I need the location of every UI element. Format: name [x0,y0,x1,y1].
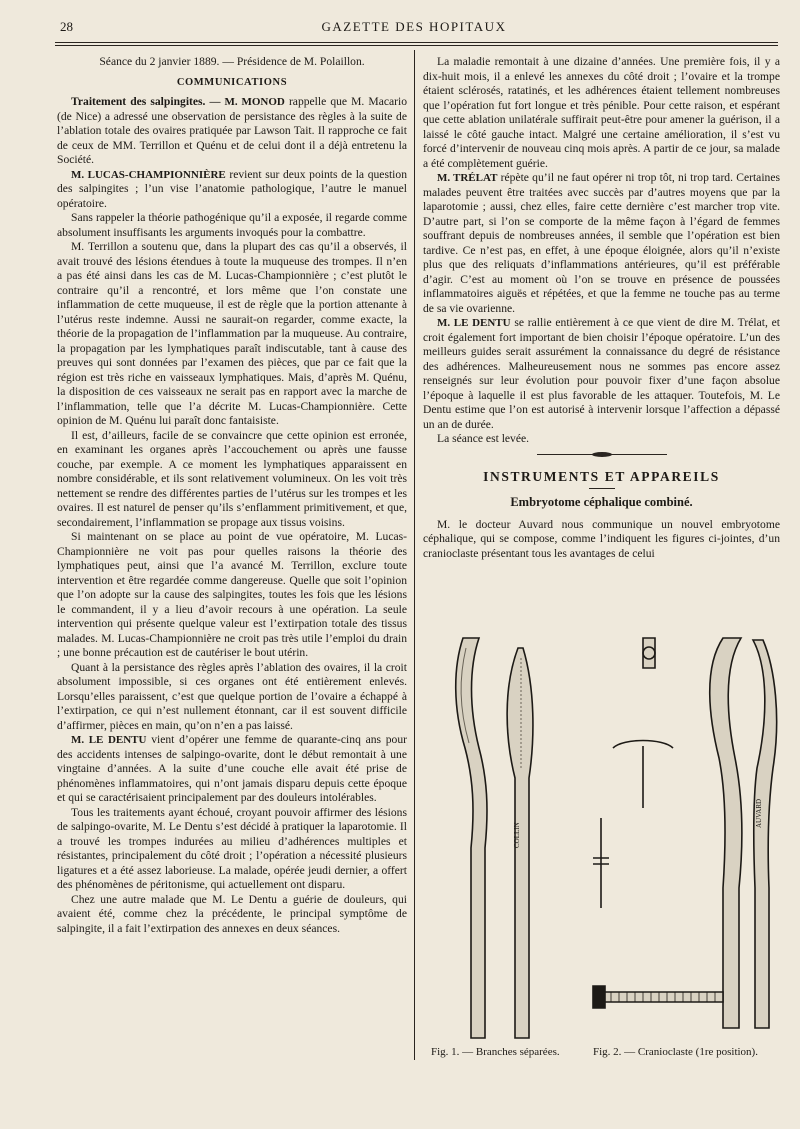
paragraph-text: Si maintenant on se place au point de vue opératoire, M. Lucas-Championnière ne voit pas pour quelles raisons la théorie des lymphatiques peut, ainsi que l’a avancé M. Terrillon, exclure toute intervention et être regardée comme dangereuse. Quelle que soit l’opinion que l’on adopte sur la cause des salpingites, toutes les fois que les lésions le commandent, il y a lieu d’avoir recours à une opération. La seule intervention qui présente quelque valeur est l’extirpation totale des tissus malades. M. Lucas-Championnière ne croit pas très utile l’emploi du drain ; une bonne précaution est de cautériser le bout utérin. [57,530,407,659]
fig1-branches [456,638,655,1038]
figure-caption-1: Fig. 1. — Branches séparées. [431,1046,560,1058]
session-closed: La séance est levée. [437,432,530,445]
speaker-name: M. LUCAS-CHAMPIONNIÈRE [71,168,226,181]
engraved-lettering-2: AUVARD [755,798,763,828]
compression-screw [603,992,723,1002]
speaker-name: — M. MONOD [209,96,285,108]
section-heading: INSTRUMENTS ET APPAREILS [483,468,720,484]
paragraph-text: revient sur deux points de la question des salpingites ; l’un vise l’anatomie pathologique, l’autre le manuel opératoire. [57,167,407,210]
column-divider [414,50,415,1060]
paragraph-le-dentu [423,316,780,432]
paragraph-trelat [423,171,780,316]
paragraph-text: vient d’opérer une femme de quarante-cinq ans pour des accidents intenses de salpingo-ovarite, dont le début remontait à une vingtaine d’années. A la suite d’une couche elle avait été prise de phénomènes inflammatoires, qui n’ont jamais disparu depuis cette époque et qui se caractérisaient principalement par des douleurs intolérables. [57,733,408,804]
paragraph-text: La maladie remontait à une dizaine d’années. Une première fois, il y a dix-huit mois, il a enlevé les annexes du côté droit ; l’ovaire et la trompe étaient sclérosés, ratatinés, et les adhérences étaient tellement nombreuses que l’opération fut fort longue et très pénible. Pour cette raison, et espérant que cette ablation unilatérale suffirait peut-être pour amener la guérison, il a laissé le côté gauche intact. Malgré une certaine amélioration, il s’est vu forcé d’intervenir de nouveau cinq mois après. A partir de ce jour, sa malade a été complètement guérie. [423,55,780,170]
cranioclast-arm-2 [753,640,777,1028]
journal-title: GAZETTE DES HOPITAUX [321,19,507,34]
paragraph-text: Il est, d’ailleurs, facile de se convaincre que cette opinion est erronée, en examinant les organes après l’accouchement ou après une fausse couche, par exemple. A ce moment les lymphatiques apparaissent en nombre considérable, et ils sont relativement volumineux. On les voit très nettement se rendre des différentes parties de l’utérus sur les trompes et les ovaires. Il est naturel de penser qu’ils s’enflamment primitivement, et que, secondairement, l’inflammation se propage aux tissus voisins. [57,428,407,529]
branch-left [456,638,487,1038]
ornament-rule [537,454,667,456]
left-column [57,55,407,936]
right-column [423,55,780,561]
instrument-figure [423,628,780,1058]
speaker-name: M. LE DENTU [437,317,511,329]
article-title: Traitement des salpingites. [71,95,206,108]
cranioclast-arm-1 [710,638,742,1028]
paragraph-text: rappelle que M. Macario (de Nice) a adressé une observation de persistance des règles à la suite de l’ablation totale des ovaires pratiquée par Lawson Tait. Il rapproche ce fait de ceux de MM. Terrillon et Quénu et de celui dont il a déjà entretenu la Société. [57,95,408,166]
paragraph-le-dentu [57,733,407,806]
engraved-lettering-1: COLLIN [513,822,521,848]
fig2-cranioclast [593,638,777,1028]
screw-piece [643,638,655,668]
page-header [50,18,778,40]
instrument-engraving [423,628,780,1048]
paragraph-text: Quant à la persistance des règles après l’ablation des ovaires, il la croit absolument impossible, si ces organes ont été entièrement enlevés. Lorsqu’elles paraissent, c’est que quelque portion de l’ovaire a échappé à l’extirpation, ce qui n’est nullement étonnant, car il est souvent difficile d’affirmer, pièces en main, qu’on n’en a pas laissé. [57,660,407,732]
paragraph-text: M. le docteur Auvard nous communique un nouvel embryotome céphalique, qui se compose, comme l’indiquent les figures ci-jointes, d’un cranioclaste présentant tous les avantages de celui [423,517,780,560]
paragraph-salpingites [57,95,407,168]
header-rule [55,42,778,46]
page-number: 28 [60,19,73,34]
article-subtitle: Embryotome céphalique combiné. [510,495,693,509]
speaker-name: M. LE DENTU [71,734,147,746]
paragraph-text: Sans rappeler la théorie pathogénique qu’il a exposée, il regarde comme absolument insuffisants les arguments invoqués pour la combattre. [57,211,407,239]
paragraph-text: M. Terrillon a soutenu que, dans la plupart des cas qu’il a observés, il avait trouvé des lésions étendues à toute la muqueuse des trompes. Il n’en a pas été ainsi dans les cas de M. Lucas-Championnière ; c’est plutôt le contraire qu’il a rencontré, et lors même que l’on constate une inflammation de cette muqueuse, il est de règle que la portion attenante à l’utérus reste indemne. Aussi ne saurait-on regarder, comme exacte, la théorie de la propagation de l’inflammation par la muqueuse. Au contraire, la propagation par les lymphatiques paraît indiscutable, tant à cause des preuves qui sont données par l’examen des pièces, que par ce fait que la région est très riche en vaisseaux lymphatiques. Mais, d’après M. Quénu, la disposition de ces vaisseaux ne serait pas en rapport avec la marche de l’inflammation, telle que l’a décrite M. Lucas-Championnière. Cette opinion de M. Quénu lui paraît donc fantaisiste. [57,240,407,427]
speaker-name: M. TRÉLAT [437,172,498,184]
session-line: Séance du 2 janvier 1889. — Présidence de M. Polaillon. [99,55,365,68]
communications-heading: COMMUNICATIONS [176,76,288,88]
paragraph-lucas-championniere [57,168,407,212]
figure-caption-2: Fig. 2. — Cranioclaste (1re position). [593,1046,758,1058]
paragraph-text: répète qu’il ne faut opérer ni trop tôt, ni trop tard. Certaines malades peuvent être traitées avec succès par d’autres moyens que par la laparotomie ; aussi, chez elles, faire cette dernière c’est marcher trop vite. D’autre part, si l’on se comporte de la même façon à l’égard de femmes souffrant depuis de nombreuses années, il semble que l’opération est bien tardive. Ce n’est pas, en effet, à une époque éloignée, alors qu’il n’existe plus que des reliquats d’inflammations antérieures, qu’il est préférable d’agir. C’est au moment où l’on se trouve en présence de poussées inflammatoires aiguës et répétées, et que la femme ne touche pas au terme de sa vie ovarienne. [423,171,780,315]
paragraph-text: Chez une autre malade que M. Le Dentu a guérie de douleurs, qui avaient été, comme chez la précédente, le principal symptôme de salpingite, il a fait l’extirpation des annexes en deux séances. [57,892,407,935]
short-rule [589,488,615,489]
paragraph-text: Tous les traitements ayant échoué, croyant pouvoir affirmer des lésions de salpingo-ovarite, M. Le Dentu s’est décidé à pratiquer la laparotomie. Il a trouvé les trompes indurées au milieu d’adhérences multiples et résistantes, principalement du côté droit ; l’opération a nécessité plusieurs ligatures et a été assez laborieuse. La malade, opérée jeudi dernier, a offert des phénomènes de péritonisme, qui actuellement ont disparu. [57,805,407,891]
paragraph-text: se rallie entièrement à ce que vient de dire M. Trélat, et croit également fort important de bien choisir l’époque opératoire. L’un des meilleurs guides serait assurément la connaissance du degré de résistance des adhérences. Malheureusement nous ne sommes pas encore assez renseignés sur leur évolution pour pouvoir fixer d’une façon absolue l’époque à laquelle il est plus favorable de les attaquer. Toutefois, M. Le Dentu estime que l’on est autorisé à intervenir lorsque l’affection a dépassé un an de durée. [423,316,780,431]
